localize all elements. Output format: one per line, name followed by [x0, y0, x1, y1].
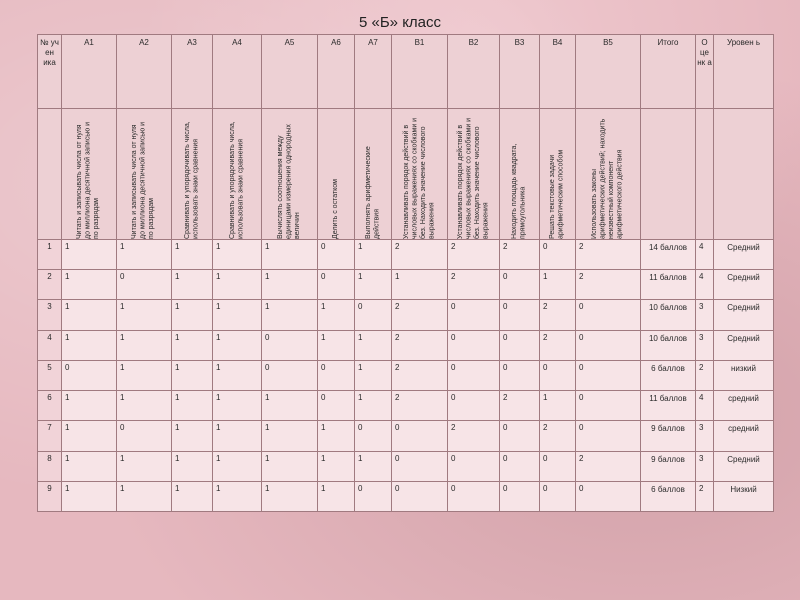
score-cell: 0 — [392, 481, 448, 511]
score-cell: 1 — [262, 421, 318, 451]
score-cell: 2 — [392, 391, 448, 421]
grade-cell: 3 — [696, 300, 714, 330]
score-cell: 1 — [213, 421, 262, 451]
student-number-cell: 6 — [38, 391, 62, 421]
score-cell: 2 — [576, 239, 641, 269]
score-cell: 0 — [540, 451, 576, 481]
score-cell: 1 — [213, 270, 262, 300]
description-cell — [62, 109, 117, 240]
table-row — [38, 330, 774, 360]
total-cell: 11 баллов — [641, 391, 696, 421]
header-task-a4: А4 — [213, 35, 262, 109]
student-number-cell: 9 — [38, 481, 62, 511]
total-cell: 10 баллов — [641, 330, 696, 360]
header-task-a2: А2 — [117, 35, 172, 109]
table-row — [38, 451, 774, 481]
score-cell: 0 — [62, 360, 117, 390]
header-task-b4: В4 — [540, 35, 576, 109]
score-cell: 0 — [448, 360, 500, 390]
level-cell: Средний — [714, 451, 774, 481]
score-cell: 1 — [172, 451, 213, 481]
student-number-cell: 8 — [38, 451, 62, 481]
score-cell: 2 — [576, 270, 641, 300]
score-cell: 0 — [500, 270, 540, 300]
description-cell — [576, 109, 641, 240]
task-description: Сравнивать и упорядочивать числа, использовать знаки сравнения — [228, 121, 244, 239]
grade-cell: 3 — [696, 451, 714, 481]
grade-cell: 3 — [696, 330, 714, 360]
score-cell: 1 — [213, 360, 262, 390]
score-cell: 1 — [62, 270, 117, 300]
header-task-b3: В3 — [500, 35, 540, 109]
score-cell: 1 — [262, 300, 318, 330]
total-cell: 14 баллов — [641, 239, 696, 269]
score-cell: 2 — [392, 300, 448, 330]
score-cell: 0 — [448, 300, 500, 330]
header-level: Уровен ь — [714, 35, 774, 109]
score-cell: 0 — [448, 451, 500, 481]
header-task-a6: А6 — [318, 35, 355, 109]
student-number-cell: 1 — [38, 239, 62, 269]
total-cell: 6 баллов — [641, 360, 696, 390]
description-cell-empty — [714, 109, 774, 240]
score-cell: 0 — [318, 239, 355, 269]
level-cell: Средний — [714, 239, 774, 269]
total-cell: 11 баллов — [641, 270, 696, 300]
level-cell: Средний — [714, 330, 774, 360]
table-row — [38, 360, 774, 390]
grade-cell: 4 — [696, 239, 714, 269]
student-number-cell: 7 — [38, 421, 62, 451]
score-cell: 1 — [172, 270, 213, 300]
description-cell — [500, 109, 540, 240]
score-cell: 2 — [540, 330, 576, 360]
table-row — [38, 300, 774, 330]
score-cell: 1 — [355, 239, 392, 269]
score-cell: 0 — [500, 481, 540, 511]
score-cell: 1 — [117, 330, 172, 360]
header-task-a7: А7 — [355, 35, 392, 109]
score-cell: 1 — [355, 451, 392, 481]
score-cell: 1 — [355, 391, 392, 421]
score-cell: 0 — [392, 421, 448, 451]
score-cell: 0 — [500, 330, 540, 360]
score-cell: 0 — [117, 270, 172, 300]
table-row — [38, 421, 774, 451]
header-task-b2: В2 — [448, 35, 500, 109]
description-cell — [213, 109, 262, 240]
level-cell: средний — [714, 391, 774, 421]
score-cell: 0 — [576, 481, 641, 511]
score-cell: 1 — [172, 360, 213, 390]
score-cell: 0 — [355, 300, 392, 330]
score-cell: 1 — [262, 239, 318, 269]
score-cell: 1 — [392, 270, 448, 300]
score-cell: 0 — [262, 330, 318, 360]
header-task-b5: В5 — [576, 35, 641, 109]
score-cell: 1 — [540, 270, 576, 300]
score-cell: 1 — [355, 360, 392, 390]
total-cell: 9 баллов — [641, 421, 696, 451]
table-row — [38, 239, 774, 269]
score-cell: 1 — [117, 391, 172, 421]
score-cell: 1 — [213, 330, 262, 360]
grade-cell: 4 — [696, 391, 714, 421]
score-cell: 1 — [62, 481, 117, 511]
description-cell — [262, 109, 318, 240]
score-cell: 1 — [172, 481, 213, 511]
score-cell: 1 — [213, 481, 262, 511]
score-cell: 0 — [576, 300, 641, 330]
score-cell: 0 — [576, 391, 641, 421]
task-description: Выполнять арифметические действия — [364, 146, 380, 239]
level-cell: Средний — [714, 270, 774, 300]
score-cell: 0 — [576, 421, 641, 451]
grade-cell: 2 — [696, 481, 714, 511]
slide-title: 5 «Б» класс — [358, 14, 442, 31]
score-cell: 1 — [318, 481, 355, 511]
score-cell: 2 — [500, 239, 540, 269]
score-cell: 1 — [172, 239, 213, 269]
description-row — [38, 109, 774, 240]
header-task-a3: А3 — [172, 35, 213, 109]
student-number-cell: 5 — [38, 360, 62, 390]
score-cell: 0 — [262, 360, 318, 390]
level-cell: Средний — [714, 300, 774, 330]
task-description: Использовать законы арифметических действий; находить неизвестный компонент арифметического действия — [591, 118, 624, 239]
description-cell — [318, 109, 355, 240]
score-cell: 1 — [172, 421, 213, 451]
score-cell: 1 — [62, 239, 117, 269]
score-cell: 1 — [318, 451, 355, 481]
score-cell: 1 — [62, 451, 117, 481]
score-cell: 2 — [448, 239, 500, 269]
score-cell: 1 — [213, 391, 262, 421]
score-cell: 1 — [213, 451, 262, 481]
score-cell: 2 — [540, 300, 576, 330]
description-cell — [117, 109, 172, 240]
score-cell: 2 — [392, 330, 448, 360]
student-number-cell: 3 — [38, 300, 62, 330]
score-cell: 1 — [117, 481, 172, 511]
header-student-number: № уч ен ика — [38, 35, 62, 109]
task-description: Решать текстовые задачи арифметическим способом — [549, 149, 565, 239]
header-total: Итого — [641, 35, 696, 109]
score-cell: 2 — [500, 391, 540, 421]
score-cell: 1 — [318, 421, 355, 451]
score-cell: 2 — [448, 270, 500, 300]
score-cell: 1 — [117, 360, 172, 390]
task-description: Сравнивать и упорядочивать числа, использовать знаки сравнения — [183, 121, 199, 239]
score-cell: 0 — [540, 481, 576, 511]
score-cell: 1 — [355, 270, 392, 300]
score-cell: 1 — [318, 330, 355, 360]
level-cell: Низкий — [714, 481, 774, 511]
task-description: Находить площадь квадрата, прямоугольника — [511, 143, 527, 239]
header-row — [38, 35, 774, 109]
score-cell: 0 — [117, 421, 172, 451]
score-cell: 1 — [117, 300, 172, 330]
student-number-cell: 2 — [38, 270, 62, 300]
score-cell: 1 — [62, 421, 117, 451]
task-description: Читать и записывать числа от нуля до миллиона десятичной записью и по разрядам — [76, 121, 101, 239]
score-cell: 1 — [318, 300, 355, 330]
grade-cell: 4 — [696, 270, 714, 300]
level-cell: средний — [714, 421, 774, 451]
results-table — [37, 34, 774, 512]
score-cell: 2 — [576, 451, 641, 481]
score-cell: 0 — [500, 421, 540, 451]
score-cell: 1 — [172, 330, 213, 360]
score-cell: 1 — [213, 300, 262, 330]
task-description: Читать и записывать числа от нуля до миллиона десятичной записью и по разрядам — [131, 121, 156, 239]
score-cell: 0 — [355, 481, 392, 511]
description-cell-empty — [696, 109, 714, 240]
score-cell: 1 — [213, 239, 262, 269]
total-cell: 9 баллов — [641, 451, 696, 481]
total-cell: 6 баллов — [641, 481, 696, 511]
description-cell — [540, 109, 576, 240]
score-cell: 0 — [355, 421, 392, 451]
score-cell: 1 — [172, 300, 213, 330]
header-task-a5: А5 — [262, 35, 318, 109]
total-cell: 10 баллов — [641, 300, 696, 330]
header-task-b1: В1 — [392, 35, 448, 109]
score-cell: 0 — [500, 360, 540, 390]
score-cell: 1 — [262, 391, 318, 421]
student-number-cell: 4 — [38, 330, 62, 360]
score-cell: 1 — [117, 451, 172, 481]
description-cell — [448, 109, 500, 240]
header-grade: О це нк а — [696, 35, 714, 109]
score-cell: 1 — [262, 451, 318, 481]
grade-cell: 2 — [696, 360, 714, 390]
score-cell: 0 — [540, 239, 576, 269]
score-cell: 0 — [392, 451, 448, 481]
score-cell: 0 — [500, 300, 540, 330]
score-cell: 1 — [262, 481, 318, 511]
score-cell: 1 — [262, 270, 318, 300]
table-row — [38, 270, 774, 300]
level-cell: низкий — [714, 360, 774, 390]
description-cell — [355, 109, 392, 240]
task-description: Делить с остатком — [331, 179, 339, 239]
grade-cell: 3 — [696, 421, 714, 451]
score-cell: 0 — [318, 391, 355, 421]
description-cell-empty — [38, 109, 62, 240]
description-cell-empty — [641, 109, 696, 240]
task-description: Устанавливать порядок действий в числовых выражениях со скобками и без. Находить значение числового выражения — [402, 117, 435, 239]
score-cell: 0 — [576, 360, 641, 390]
score-cell: 2 — [540, 421, 576, 451]
description-cell — [172, 109, 213, 240]
score-cell: 1 — [62, 391, 117, 421]
description-cell — [392, 109, 448, 240]
table-row — [38, 391, 774, 421]
score-cell: 2 — [448, 421, 500, 451]
score-cell: 0 — [318, 270, 355, 300]
score-cell: 2 — [392, 360, 448, 390]
score-cell: 1 — [172, 391, 213, 421]
score-cell: 0 — [318, 360, 355, 390]
header-task-a1: А1 — [62, 35, 117, 109]
score-cell: 0 — [448, 391, 500, 421]
score-cell: 0 — [540, 360, 576, 390]
task-description: Вычислять соотношения между единицами измерения однородных величин — [276, 124, 301, 239]
score-cell: 0 — [448, 330, 500, 360]
table-row — [38, 481, 774, 511]
score-cell: 1 — [62, 300, 117, 330]
task-description: Устанавливать порядок действий в числовых выражениях со скобками и без. Находить значение числового выражения — [456, 117, 489, 239]
score-cell: 0 — [448, 481, 500, 511]
score-cell: 0 — [576, 330, 641, 360]
score-cell: 2 — [392, 239, 448, 269]
score-cell: 1 — [62, 330, 117, 360]
score-cell: 1 — [117, 239, 172, 269]
score-cell: 1 — [355, 330, 392, 360]
score-cell: 1 — [540, 391, 576, 421]
score-cell: 0 — [500, 451, 540, 481]
